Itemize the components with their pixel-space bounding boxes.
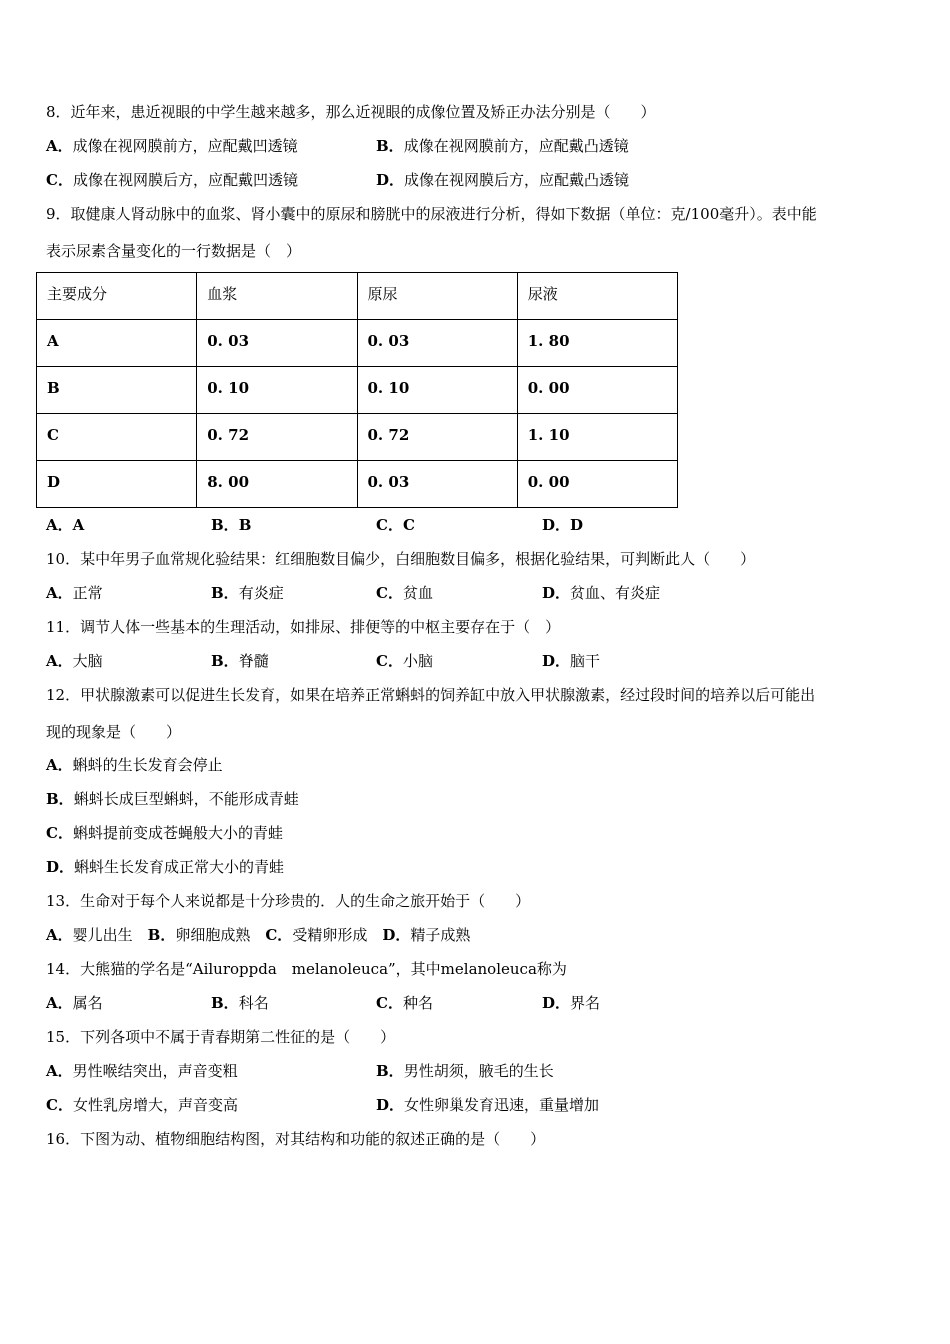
q8-stem: 8．近年来，患近视眼的中学生越来越多，那么近视眼的成像位置及矫正办法分别是（ ） <box>46 103 656 121</box>
table-cell: 0. 03 <box>197 320 357 367</box>
q10-option-c: C．贫血 <box>376 584 433 602</box>
table-cell: D <box>37 461 197 508</box>
table-cell: A <box>37 320 197 367</box>
table-row <box>37 414 678 461</box>
q12-option-a: A．蝌蚪的生长发育会停止 <box>46 756 223 774</box>
q9-option-a: A．A <box>46 516 85 534</box>
q12-stem-line2: 现的现象是（ ） <box>46 723 182 741</box>
q13-stem: 13．生命对于每个人来说都是十分珍贵的．人的生命之旅开始于（ ） <box>46 892 531 910</box>
q8-option-b: B．成像在视网膜前方，应配戴凸透镜 <box>376 137 629 155</box>
q15-option-a: A．男性喉结突出，声音变粗 <box>46 1062 238 1080</box>
q11-option-a: A．大脑 <box>46 652 103 670</box>
q13-options: A．婴儿出生 B．卵细胞成熟 C．受精卵形成 D．精子成熟 <box>46 926 471 944</box>
q12-option-b: B．蝌蚪长成巨型蝌蚪，不能形成青蛙 <box>46 790 299 808</box>
q11-option-c: C．小脑 <box>376 652 433 670</box>
q15-option-d: D．女性卵巢发育迅速，重量增加 <box>376 1096 600 1114</box>
q14-stem: 14．大熊猫的学名是“Ailuroppda melanoleuca”，其中melanoleuca称为 <box>46 960 567 978</box>
q8-option-a: A．成像在视网膜前方，应配戴凹透镜 <box>46 137 298 155</box>
q15-option-c: C．女性乳房增大，声音变高 <box>46 1096 238 1114</box>
urea-data-table <box>36 272 678 508</box>
table-cell: 1. 80 <box>517 320 677 367</box>
table-header-cell: 尿液 <box>517 273 677 320</box>
table-header-cell: 原尿 <box>357 273 517 320</box>
q9-stem-line2: 表示尿素含量变化的一行数据是（ ） <box>46 242 302 260</box>
q9-stem-line1: 9．取健康人肾动脉中的血浆、肾小囊中的原尿和膀胱中的尿液进行分析，得如下数据（单位：克/100毫升）。表中能 <box>46 205 817 223</box>
q10-stem: 10．某中年男子血常规化验结果：红细胞数目偏少，白细胞数目偏多，根据化验结果，可判断此人（ ） <box>46 550 756 568</box>
q12-option-d: D．蝌蚪生长发育成正常大小的青蛙 <box>46 858 285 876</box>
table-header-cell: 主要成分 <box>37 273 197 320</box>
q10-option-d: D．贫血、有炎症 <box>542 584 661 602</box>
q11-option-d: D．脑干 <box>542 652 601 670</box>
q15-stem: 15．下列各项中不属于青春期第二性征的是（ ） <box>46 1028 396 1046</box>
q10-option-b: B．有炎症 <box>211 584 284 602</box>
table-cell: 0. 72 <box>197 414 357 461</box>
q14-option-d: D．界名 <box>542 994 601 1012</box>
table-row <box>37 367 678 414</box>
table-cell: 0. 72 <box>357 414 517 461</box>
q9-option-b: B．B <box>211 516 252 534</box>
table-cell: 0. 10 <box>197 367 357 414</box>
table-row <box>37 320 678 367</box>
table-row <box>37 461 678 508</box>
q12-stem-line1: 12．甲状腺激素可以促进生长发育，如果在培养正常蝌蚪的饲养缸中放入甲状腺激素，经过段时间的培养以后可能出 <box>46 686 816 704</box>
table-cell: 0. 03 <box>357 461 517 508</box>
table-header-row <box>37 273 678 320</box>
q12-option-c: C．蝌蚪提前变成苍蝇般大小的青蛙 <box>46 824 283 842</box>
q8-option-c: C．成像在视网膜后方，应配戴凹透镜 <box>46 171 298 189</box>
q16-stem: 16．下图为动、植物细胞结构图，对其结构和功能的叙述正确的是（ ） <box>46 1130 546 1148</box>
q14-option-b: B．科名 <box>211 994 269 1012</box>
q11-stem: 11．调节人体一些基本的生理活动，如排尿、排便等的中枢主要存在于（ ） <box>46 618 561 636</box>
q8-option-d: D．成像在视网膜后方，应配戴凸透镜 <box>376 171 630 189</box>
table-cell: C <box>37 414 197 461</box>
q9-option-d: D．D <box>542 516 584 534</box>
table-cell: 0. 00 <box>517 461 677 508</box>
q9-option-c: C．C <box>376 516 415 534</box>
q14-option-a: A．属名 <box>46 994 103 1012</box>
table-cell: 8. 00 <box>197 461 357 508</box>
table-header-cell: 血浆 <box>197 273 357 320</box>
table-cell: 0. 10 <box>357 367 517 414</box>
q15-option-b: B．男性胡须，腋毛的生长 <box>376 1062 554 1080</box>
table-cell: 0. 00 <box>517 367 677 414</box>
table-cell: B <box>37 367 197 414</box>
q14-option-c: C．种名 <box>376 994 433 1012</box>
q10-option-a: A．正常 <box>46 584 103 602</box>
table-cell: 1. 10 <box>517 414 677 461</box>
q11-option-b: B．脊髓 <box>211 652 269 670</box>
table-cell: 0. 03 <box>357 320 517 367</box>
